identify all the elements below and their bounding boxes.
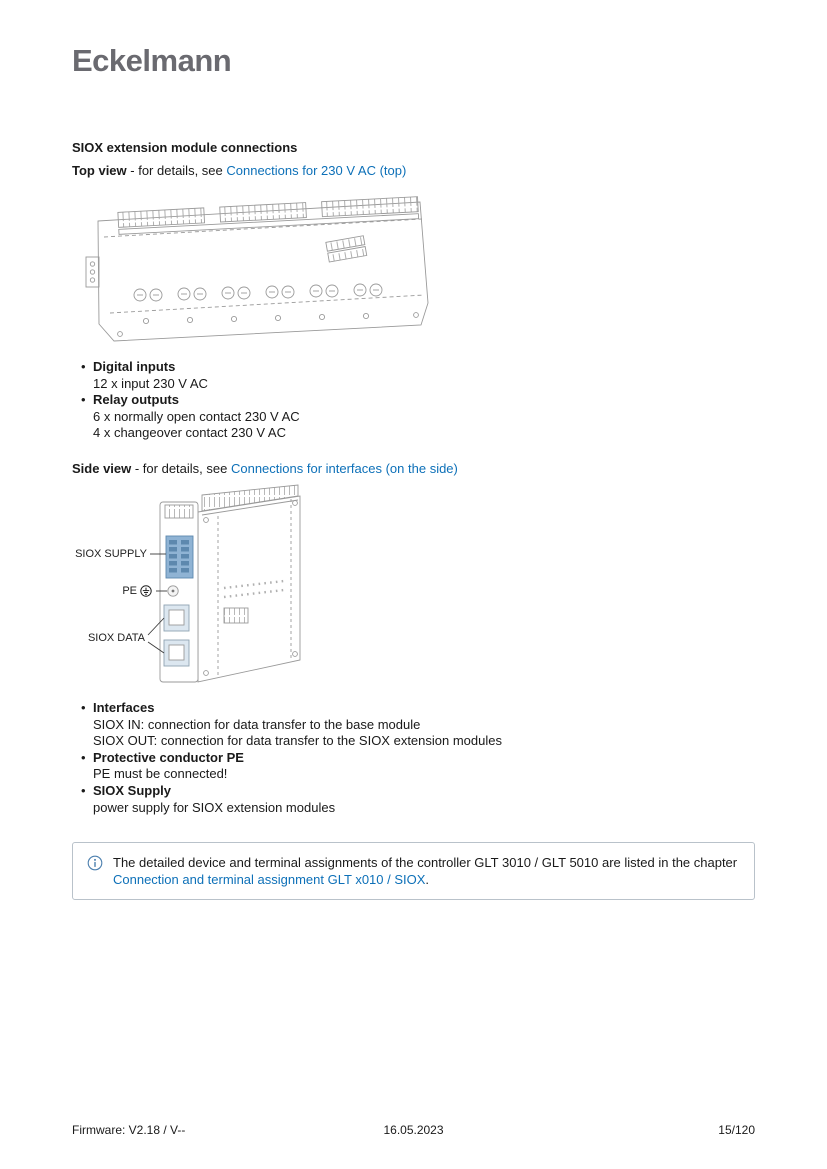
list-item [81, 359, 755, 392]
top-view-drawing [84, 191, 434, 349]
pe-terminal [168, 586, 178, 596]
bullet-line: 12 x input 230 V AC [93, 375, 208, 391]
page-footer [72, 1123, 755, 1137]
top-view-label: Top view [72, 163, 127, 178]
side-view-figure [72, 484, 452, 694]
bullet-title: • Relay outputs [93, 392, 179, 408]
info-note-box [72, 842, 755, 900]
pe-label: PE [122, 584, 137, 597]
eckelmann-logo: Eckelmann [72, 43, 232, 78]
note-text-before: The detailed device and terminal assignments of the controller GLT 3010 / GLT 5010 are listed in the chapter [113, 855, 738, 871]
footer-firmware: Firmware: V2.18 / V-- [72, 1123, 186, 1137]
bullet-line: PE must be connected! [93, 766, 228, 782]
earth-ground-icon [140, 585, 152, 597]
note-link[interactable]: Connection and terminal assignment GLT x010 / SIOX [113, 872, 426, 888]
note-text-after: . [425, 872, 430, 888]
bullet-line: 4 x changeover contact 230 V AC [93, 425, 286, 441]
bullet-title: • SIOX Supply [93, 782, 172, 798]
bullet-line: power supply for SIOX extension modules [93, 799, 336, 815]
top-view-figure [84, 191, 434, 349]
footer-page-number: 15/120 [718, 1123, 755, 1137]
list-item [81, 783, 755, 816]
top-view-link[interactable]: Connections for 230 V AC (top) [226, 163, 407, 178]
bullet-line: 6 x normally open contact 230 V AC [93, 408, 300, 424]
top-view-caption [72, 163, 755, 179]
bullet-title: • Interfaces [93, 699, 155, 715]
section-heading: SIOX extension module connections [72, 140, 298, 155]
info-icon [87, 855, 103, 871]
note-text [113, 854, 740, 888]
bullet-line: SIOX OUT: connection for data transfer to the SIOX extension modules [93, 733, 502, 749]
pe-label-row [72, 584, 152, 598]
side-view-bullet-list [72, 700, 755, 816]
side-view-caption [72, 461, 755, 477]
top-view-caption-text: - for details, see [126, 163, 227, 178]
list-item [81, 700, 755, 750]
list-item [81, 750, 755, 783]
bullet-title: • Digital inputs [93, 359, 176, 374]
footer-date: 16.05.2023 [383, 1123, 444, 1137]
side-view-link[interactable]: Connections for interfaces (on the side) [230, 460, 458, 476]
siox-supply-label: SIOX SUPPLY [75, 547, 147, 560]
bullet-line: SIOX IN: connection for data transfer to the base module [93, 716, 421, 732]
list-item [81, 392, 755, 442]
side-view-label: Side view [72, 460, 132, 476]
side-view-caption-text: - for details, see [131, 460, 231, 476]
top-view-bullet-list [72, 359, 755, 442]
siox-data-label: SIOX DATA [87, 631, 145, 644]
bullet-title: • Protective conductor PE [93, 749, 244, 765]
siox-supply-connector [166, 536, 193, 578]
